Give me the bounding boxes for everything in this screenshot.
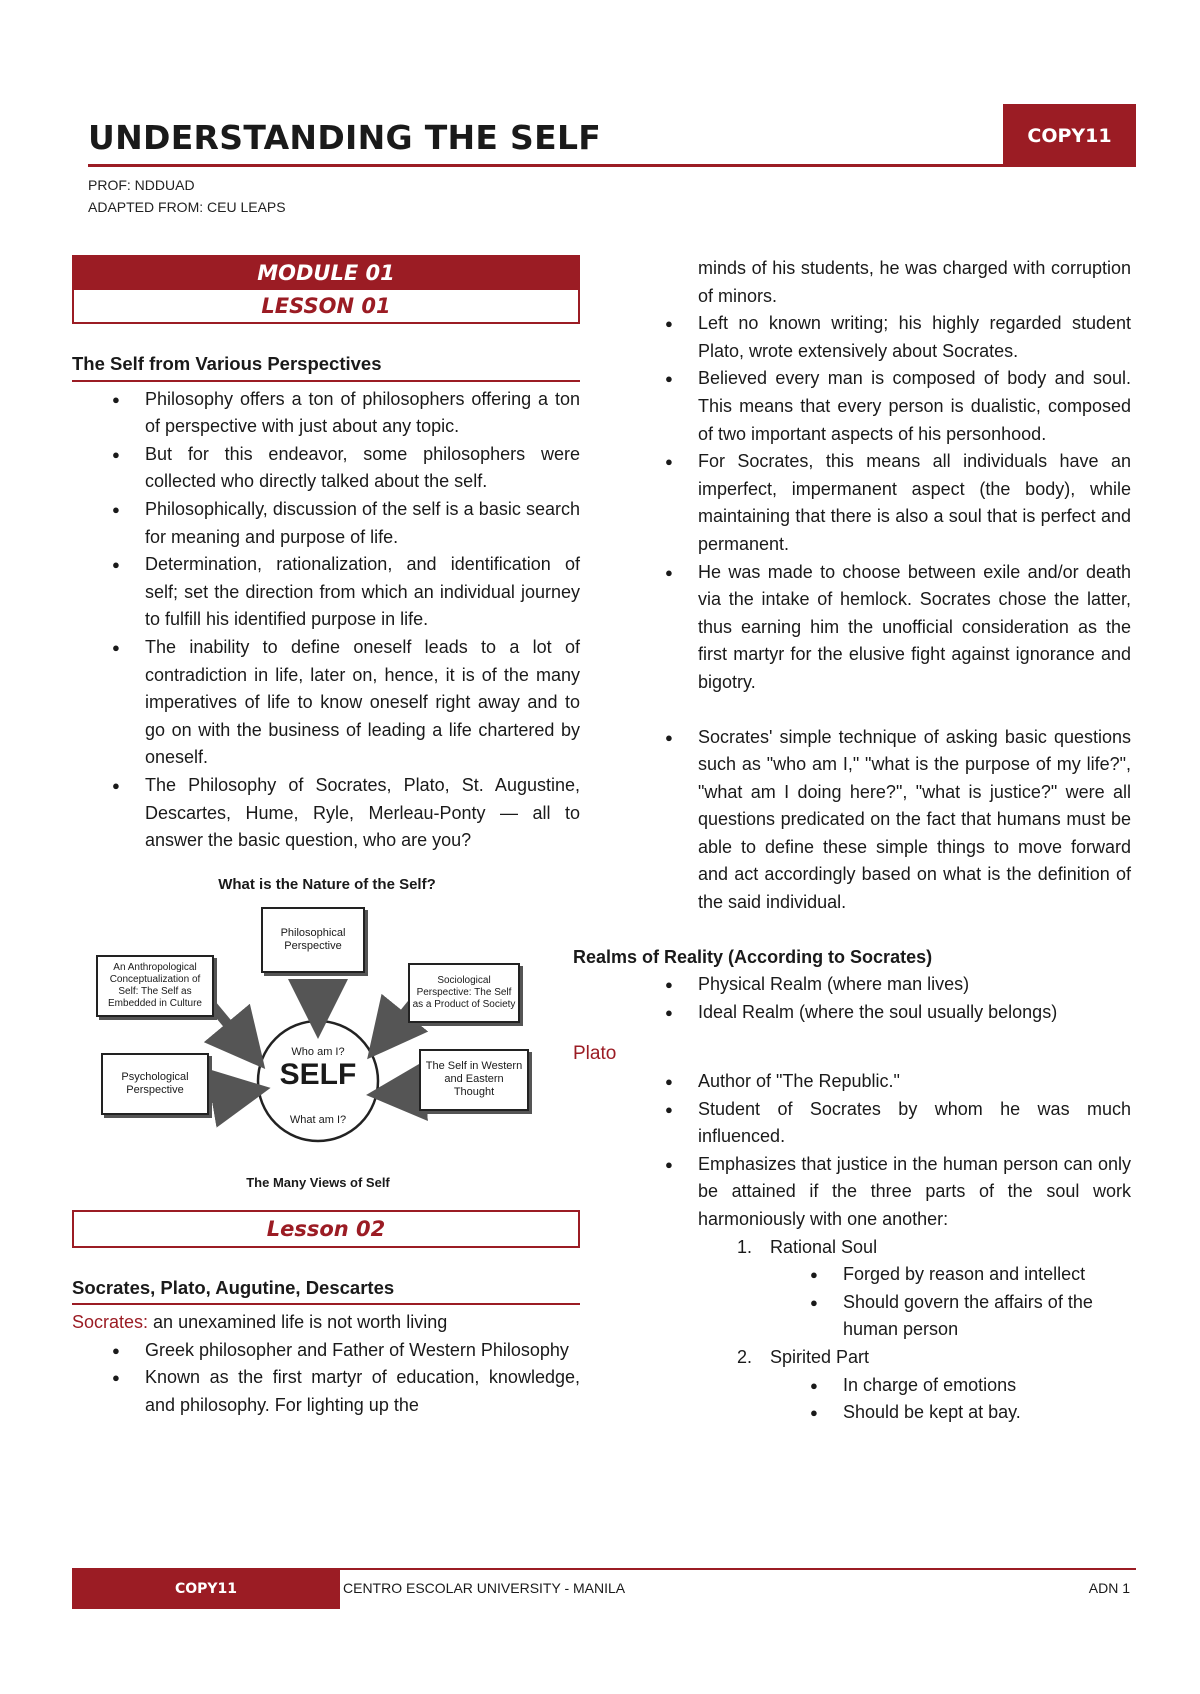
list-item: ● Physical Realm (where man lives) <box>625 971 1131 999</box>
list-item: ● But for this endeavor, some philosophers were collected who directly talked about the self. <box>72 441 580 496</box>
western-eastern-box: The Self in Western and Eastern Thought <box>419 1049 529 1111</box>
list-item: ● Should be kept at bay. <box>625 1399 1131 1427</box>
list-number: 1. <box>737 1236 753 1257</box>
list-item: ● Philosophically, discussion of the self is a basic search for meaning and purpose of life. <box>72 496 580 551</box>
soul-part-points <box>625 1372 1131 1427</box>
list-item <box>625 1344 1131 1372</box>
list-item: ● The inability to define oneself leads to a lot of contradiction in life, later on, hence, it is of the many imperatives of life to know oneself right away and to go on with the business of leading a life chartered by oneself. <box>72 634 580 772</box>
list-item: ● Determination, rationalization, and identification of self; set the direction from which an individual journey to fulfill his identified purpose in life. <box>72 551 580 634</box>
list-item <box>625 1234 1131 1262</box>
lesson-title: LESSON 01 <box>74 290 578 322</box>
self-question-top: Who am I? <box>291 1045 345 1058</box>
socrates-list <box>72 1337 580 1420</box>
diagram-caption: The Many Views of Self <box>246 1174 390 1190</box>
socrates-questions-list <box>625 724 1131 917</box>
list-item: ● Philosophy offers a ton of philosophers offering a ton of perspective with just about any topic. <box>72 386 580 441</box>
socrates-list-cont <box>625 310 1131 696</box>
soul-part-name: Rational Soul <box>770 1236 878 1257</box>
list-item: ● Greek philosopher and Father of Western Philosophy <box>72 1337 580 1365</box>
soul-part-name: Spirited Part <box>770 1346 870 1367</box>
footer-school: CENTRO ESCOLAR UNIVERSITY - MANILA <box>343 1580 626 1596</box>
right-column <box>573 255 1131 1427</box>
list-item: ● For Socrates, this means all individuals have an imperfect, impermanent aspect (the body), while maintaining that there is also a soul that is perfect and permanent. <box>625 448 1131 558</box>
header-badge: COPY11 <box>1003 104 1136 167</box>
module-title: MODULE 01 <box>257 261 395 285</box>
list-item: ● Left no known writing; his highly regarded student Plato, wrote extensively about Socrates. <box>625 310 1131 365</box>
list-item: ● Believed every man is composed of body and soul. This means that every person is dualistic, composed of two important aspects of his personhood. <box>625 365 1131 448</box>
list-number: 2. <box>737 1346 753 1367</box>
list-item: ● Known as the first martyr of education, knowledge, and philosophy. For lighting up the <box>72 1364 580 1419</box>
list-item: ● Socrates' simple technique of asking basic questions such as "who am I," "what is the purpose of my life?", "what am I doing here?", "what is justice?" were all questions predicated on the fact that humans must be able to define these simple things to move forward and act accordingly based on what is the definition of the said individual. <box>625 724 1131 917</box>
soul-parts-list <box>625 1234 1131 1262</box>
footer-badge: COPY11 <box>72 1568 340 1609</box>
professor-line: PROF: NDDUAD <box>88 177 195 193</box>
list-item: ● He was made to choose between exile and/or death via the intake of hemlock. Socrates chose the latter, thus earning him the unofficial consideration as the first martyr for the elusive fight against ignorance and bigotry. <box>625 559 1131 697</box>
continuation-text: minds of his students, he was charged with corruption of minors. <box>698 258 1131 306</box>
soul-part-points <box>625 1261 1131 1344</box>
philosophical-box: Philosophical Perspective <box>261 907 365 973</box>
self-question-bottom: What am I? <box>289 1113 347 1126</box>
list-item: ● Ideal Realm (where the soul usually belongs) <box>625 999 1131 1027</box>
socrates-label: Socrates: <box>72 1312 149 1333</box>
realms-heading: Realms of Reality (According to Socrates) <box>573 946 933 967</box>
soul-parts-list <box>625 1344 1131 1372</box>
list-item: ● Author of "The Republic." <box>625 1068 1131 1096</box>
module-header-box <box>72 255 580 324</box>
list-item: ● In charge of emotions <box>625 1372 1131 1400</box>
anthropological-box: An Anthropological Conceptualization of Self: The Self as Embedded in Culture <box>96 955 214 1017</box>
diagram-title: What is the Nature of the Self? <box>218 875 436 893</box>
perspectives-list <box>72 386 580 855</box>
self-label: SELF <box>279 1057 357 1091</box>
lesson2-title: Lesson 02 <box>72 1210 580 1248</box>
header-divider <box>88 164 1136 167</box>
realms-list <box>625 971 1131 1026</box>
section-heading: The Self from Various Perspectives <box>72 350 580 382</box>
sociological-box: Sociological Perspective: The Self as a Product of Society <box>408 963 520 1023</box>
list-item: ● Forged by reason and intellect <box>625 1261 1131 1289</box>
list-item: ● Emphasizes that justice in the human person can only be attained if the three parts of the soul work harmoniously with one another: <box>625 1151 1131 1234</box>
page-number: ADN 1 <box>1088 1580 1130 1596</box>
list-item: ● Should govern the affairs of the human person <box>625 1289 1131 1344</box>
adapted-line: ADAPTED FROM: CEU LEAPS <box>88 199 286 215</box>
left-column <box>72 255 580 1420</box>
nature-of-self-diagram <box>86 871 568 1196</box>
section-heading: Socrates, Plato, Augutine, Descartes <box>72 1274 580 1306</box>
psychological-box: Psychological Perspective <box>101 1053 209 1115</box>
arrow-icon <box>211 1004 246 1046</box>
page-title: UNDERSTANDING THE SELF <box>88 118 602 157</box>
plato-heading: Plato <box>573 1043 617 1065</box>
socrates-tagline: an unexamined life is not worth living <box>148 1312 448 1333</box>
arrow-icon <box>206 1093 241 1099</box>
plato-list <box>625 1068 1131 1234</box>
list-item: ● Student of Socrates by whom he was much influenced. <box>625 1096 1131 1151</box>
socrates-intro <box>72 1309 580 1337</box>
list-item: ● The Philosophy of Socrates, Plato, St. Augustine, Descartes, Hume, Ryle, Merleau-Ponty — all to answer the basic question, who are you? <box>72 772 580 855</box>
